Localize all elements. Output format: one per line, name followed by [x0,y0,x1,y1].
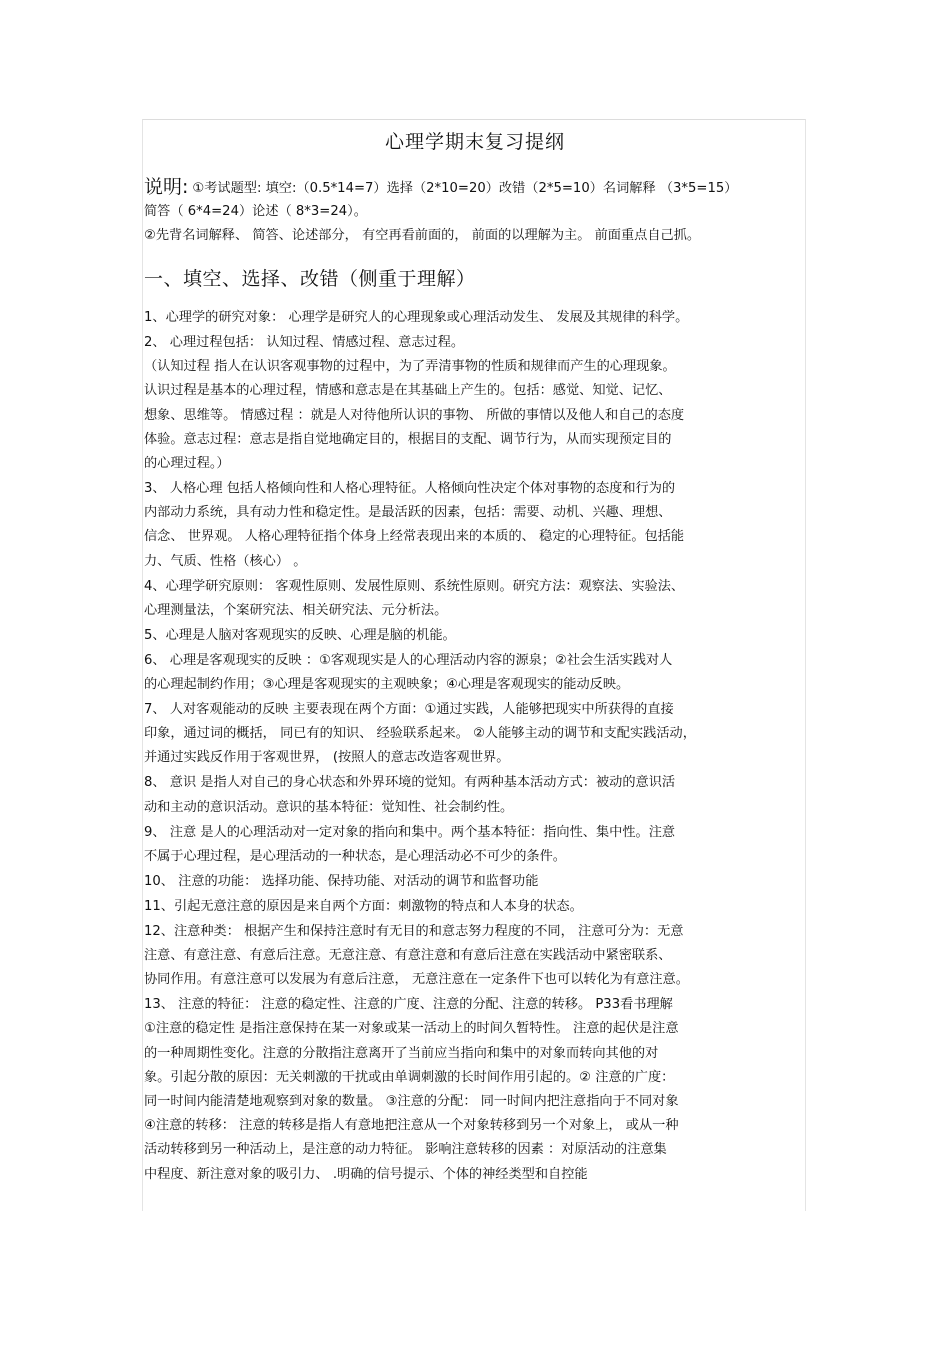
review-item [144,649,806,697]
review-items [144,306,806,1187]
review-item [144,698,806,771]
review-item-line: 不属于心理过程，是心理活动的一种状态，是心理活动必不可少的条件。 [144,848,566,864]
review-item-line: 13、 注意的特征： 注意的稳定性、注意的广度、注意的分配、注意的转移。 P33看书理解 [144,997,673,1013]
review-item-line: 信念、 世界观。 人格心理特征指个体身上经常表现出来的本质的、 稳定的心理特征。包括能 [144,529,685,545]
review-item [144,306,806,330]
review-item-line: 象。引起分散的原因：无关刺激的干扰或由单调刺激的长时间作用引起的。② 注意的广度： [144,1069,675,1085]
review-item-line: 心理测量法，个案研究法、相关研究法、元分析法。 [144,602,448,618]
page-title: 心理学期末复习提纲 [384,131,565,153]
review-item-line: 7、 人对客观能动的反映 主要表现在两个方面：①通过实践，人能够把现实中所获得的直接 [144,702,674,718]
review-item-line: 并通过实践反作用于客观世界， (按照人的意志改造客观世界。 [144,750,510,766]
instructions-label: 说明: [144,176,189,198]
review-item-line: 11、引起无意注意的原因是来自两个方面：刺激物的特点和人本身的状态。 [144,898,583,914]
instructions-line-2: 简答（ 6*4=24）论述（ 8*3=24）。 [144,204,367,219]
review-item-line: （认知过程 指人在认识客观事物的过程中，为了弄清事物的性质和规律而产生的心理现象。 [144,359,676,375]
review-item [144,575,806,623]
review-item-line: 中程度、新注意对象的吸引力、 .明确的信号提示、个体的神经类型和自控能 [144,1166,588,1182]
review-item-line: 动和主动的意识活动。意识的基本特征：觉知性、社会制约性。 [144,799,514,815]
review-item [144,771,806,819]
review-item-line: 认识过程是基本的心理过程，情感和意志是在其基础上产生的。包括：感觉、知觉、记忆、 [144,383,672,399]
review-item-line: ④注意的转移： 注意的转移是指人有意地把注意从一个对象转移到另一个对象上， 或从一种 [144,1118,679,1134]
section-heading: 一、填空、选择、改错（侧重于理解） [144,268,476,290]
review-item-line: 2、 心理过程包括： 认知过程、情感过程、意志过程。 [144,335,465,350]
review-item-line: 10、 注意的功能： 选择功能、保持功能、对活动的调节和监督功能 [144,873,539,889]
review-item-line: 12、注意种类： 根据产生和保持注意时有无目的和意志努力程度的不同， 注意可分为：无意 [144,923,684,939]
review-item-line: 4、心理学研究原则： 客观性原则、发展性原则、系统性原则。研究方法：观察法、实验法、 [144,578,685,594]
review-item [144,331,806,476]
review-item [144,920,806,993]
review-item [144,993,806,1187]
review-item [144,624,806,648]
review-item-line: 的一种周期性变化。注意的分散指注意离开了当前应当指向和集中的对象而转向其他的对 [144,1045,659,1061]
review-item [144,870,806,894]
instructions-line-3: ②先背名词解释、 简答、论述部分， 有空再看前面的， 前面的以理解为主。 前面重点自己抓。 [144,228,701,243]
review-item-line: 体验。意志过程：意志是指自觉地确定目的，根据目的支配、调节行为，从而实现预定目的 [144,431,672,447]
review-item [144,821,806,869]
review-item-line: 的心理起制约作用；③心理是客观现实的主观映象；④心理是客观现实的能动反映。 [144,677,630,693]
review-item-line: 的心理过程。） [144,456,230,472]
review-item-line: 协同作用。有意注意可以发展为有意后注意， 无意注意在一定条件下也可以转化为有意注意。 [144,972,689,988]
review-item [144,477,806,574]
review-item-line: 9、 注意 是人的心理活动对一定对象的指向和集中。两个基本特征：指向性、集中性。注意 [144,824,676,840]
review-item-line: 1、心理学的研究对象： 心理学是研究人的心理现象或心理活动发生、 发展及其规律的科学。 [144,310,689,325]
review-item-line: 3、 人格心理 包括人格倾向性和人格心理特征。人格倾向性决定个体对事物的态度和行为的 [144,481,676,497]
review-item-line: 内部动力系统，具有动力性和稳定性。是最活跃的因素，包括：需要、动机、兴趣、理想、 [144,505,672,521]
review-item-line: 活动转移到另一种活动上，是注意的动力特征。 影响注意转移的因素 ：对原活动的注意集 [144,1142,667,1158]
review-item [144,895,806,919]
document-content [144,128,806,1188]
review-item-line: 同一时间内能清楚地观察到对象的数量。 ③注意的分配： 同一时间内把注意指向于不同对象 [144,1094,679,1110]
review-item-line: ①注意的稳定性 是指注意保持在某一对象或某一活动上的时间久暂特性。 注意的起伏是注意 [144,1021,679,1037]
exam-instructions [144,176,806,200]
review-item-line: 5、心理是人脑对客观现实的反映、心理是脑的机能。 [144,627,456,643]
review-item-line: 注意、有意注意、有意后注意。无意注意、有意注意和有意后注意在实践活动中紧密联系、 [144,948,672,964]
instructions-line-1: ①考试题型: 填空:（0.5*14=7）选择（2*10=20）改错（2*5=10）名词解释 （3*5=15） [192,181,738,196]
review-item-line: 印象，通过词的概括， 同已有的知识、 经验联系起来。 ②人能够主动的调节和支配实践活动， [144,726,696,742]
review-item-line: 8、 意识 是指人对自己的身心状态和外界环境的觉知。有两种基本活动方式：被动的意识活 [144,775,676,791]
review-item-line: 力、气质、性格（核心） 。 [144,553,307,569]
review-item-line: 6、 心理是客观现实的反映 ：①客观现实是人的心理活动内容的源泉；②社会生活实践对人 [144,652,673,668]
review-item-line: 想象、思维等。 情感过程 ：就是人对待他所认识的事物、 所做的事情以及他人和自己的态度 [144,407,685,423]
